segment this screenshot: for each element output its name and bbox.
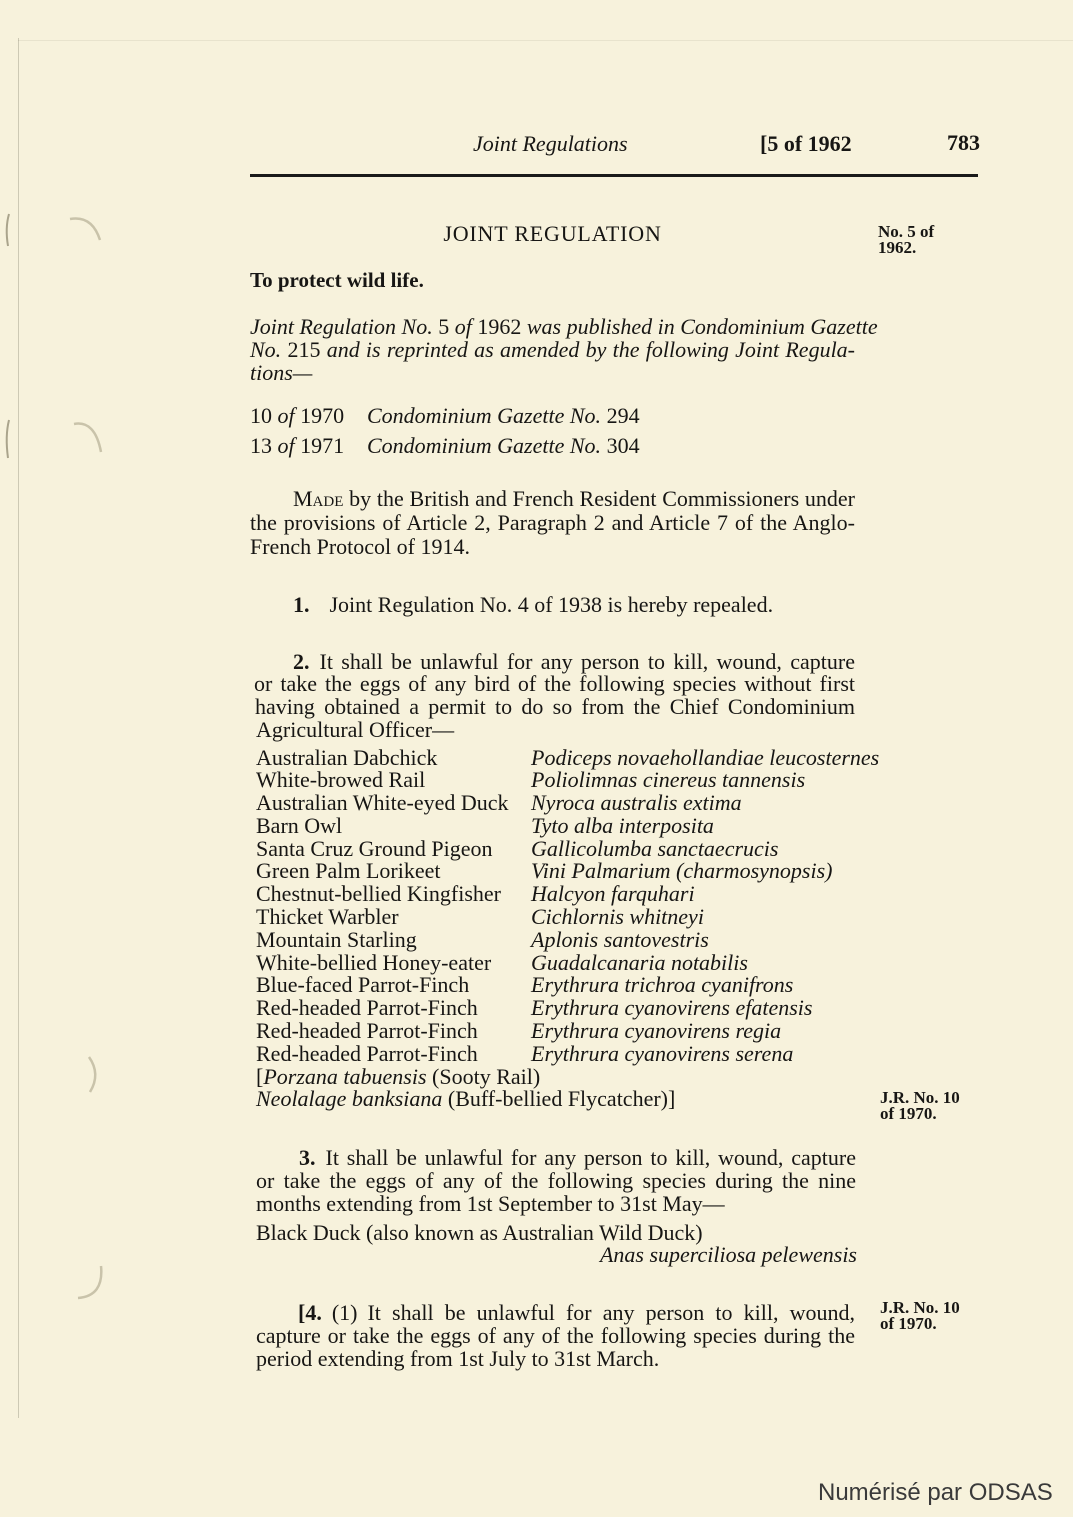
enacting-lead-word: Made (293, 486, 344, 511)
section-number: 3. (299, 1145, 316, 1170)
subtitle: To protect wild life. (250, 268, 424, 292)
amendment-entry (250, 404, 855, 427)
species-row (256, 769, 856, 792)
species-row (256, 1020, 856, 1043)
section-number: 1. (293, 592, 310, 617)
species-row (256, 744, 880, 770)
species-common-name: Red-headed Parrot-Finch (256, 995, 478, 1021)
species-list (256, 744, 880, 1066)
section-text: It shall be unlawful for any person to kill, wound, capture (325, 1145, 856, 1170)
margin-note-line: No. 5 of (878, 222, 935, 241)
section-2-line: or take the eggs of any bird of the following species without first (254, 671, 855, 696)
section-2-line: Agricultural Officer— (256, 717, 455, 742)
species-common-name: Australian White-eyed Duck (256, 790, 509, 816)
species-common-name: Red-headed Parrot-Finch (256, 1040, 478, 1066)
opening-bracket: [ (256, 1063, 264, 1089)
regulation-reference: [5 of 1962 (760, 131, 852, 156)
note-text: and is reprinted as amended by the following Joint Regula- (326, 337, 856, 362)
species-common-name: Australian Dabchick (256, 744, 438, 770)
species-scientific-name: Poliolimnas cinereus tannensis (531, 767, 806, 793)
margin-note-species-amendment (880, 1090, 960, 1121)
species-row (256, 926, 856, 952)
species-scientific-name: Erythrura trichroa cyanifrons (531, 972, 794, 998)
species-scientific-name: Porzana tabuensis (263, 1063, 427, 1089)
publication-note-line: tions— (250, 360, 313, 385)
digitization-credit: Numérisé par ODSAS (818, 1479, 1053, 1506)
note-text: Joint Regulation No. (250, 314, 433, 339)
amendment-year: 1970 (300, 403, 345, 428)
subsection-number: (1) (331, 1300, 358, 1325)
gazette-number: 215 (287, 337, 321, 362)
section-text: Joint Regulation No. 4 of 1938 is hereby repealed. (329, 592, 774, 617)
gazette-name: Condominium Gazette No. (367, 433, 602, 458)
species-common-name: Blue-faced Parrot-Finch (256, 972, 470, 998)
section-3-line: or take the eggs of any of the following species during the nine (256, 1168, 856, 1193)
species-row (256, 974, 856, 997)
species-row (256, 792, 856, 815)
species-common-name: Mountain Starling (256, 926, 417, 952)
species-scientific-name: Tyto alba interposita (531, 812, 714, 838)
publication-note-line (250, 314, 878, 339)
species-common-name: (Sooty Rail) (432, 1063, 541, 1089)
species-scientific-name: Anas superciliosa pelewensis (599, 1242, 857, 1267)
amendment-year: 1971 (300, 433, 345, 458)
section-number: [4. (298, 1300, 322, 1325)
species-scientific-name: Erythrura cyanovirens serena (531, 1040, 794, 1066)
amendment-gazette (367, 434, 640, 457)
species-scientific-name: Podiceps novaehollandiae leucosternes (531, 744, 880, 770)
enacting-clause-line (293, 487, 855, 510)
species-row (256, 997, 856, 1020)
species-common-name: Chestnut-bellied Kingfisher (256, 881, 502, 907)
species-scientific-name: Nyroca australis extima (531, 790, 742, 816)
margin-note-section-4-amendment (880, 1300, 960, 1331)
amendment-gazette (367, 404, 640, 427)
amendment-of: of (277, 433, 295, 458)
section-4-line: period extending from 1st July to 31st March. (256, 1346, 660, 1371)
margin-note-line: J.R. No. 10 (880, 1298, 960, 1317)
species-row (256, 883, 856, 906)
species-common-name: Barn Owl (256, 812, 343, 838)
species-common-name: White-bellied Honey-eater (256, 949, 492, 975)
margin-note-line: of 1970. (880, 1103, 937, 1123)
binder-hole-shadow (74, 424, 101, 452)
note-text: of (454, 314, 472, 339)
amendment-number: 13 (250, 433, 272, 458)
section-3-line (299, 1146, 856, 1169)
page-top-edge (18, 40, 1073, 41)
running-title: Joint Regulations (473, 131, 628, 156)
species-common-name: Black Duck (also known as Australian Wild Duck) (256, 1220, 703, 1245)
species-common-name: White-browed Rail (256, 767, 426, 793)
regulation-year: 1962 (477, 314, 522, 339)
margin-note-line: 1962. (878, 237, 917, 257)
section-number: 2. (293, 649, 310, 674)
enacting-clause-line: French Protocol of 1914. (250, 534, 470, 559)
species-row (256, 1040, 856, 1066)
section-4-line: capture or take the eggs of any of the following species during the (256, 1323, 855, 1348)
section-2-line: having obtained a permit to do so from the Chief Condominium (255, 694, 855, 719)
gazette-number: 304 (606, 433, 640, 458)
species-row (256, 860, 856, 883)
species-scientific-name: Guadalcanaria notabilis (531, 949, 748, 975)
species-row (256, 835, 856, 861)
page-left-edge (18, 38, 19, 1418)
species-common-name: (Buff-bellied Flycatcher)] (447, 1086, 676, 1112)
margin-note-title (878, 224, 934, 255)
species-row (256, 906, 856, 929)
document-title: JOINT REGULATION (443, 221, 662, 246)
amended-species-row (256, 1088, 856, 1111)
species-scientific-name: Vini Palmarium (charmosynopsis) (531, 858, 833, 884)
species-common-name: Thicket Warbler (256, 904, 399, 930)
species-scientific-name: Aplonis santovestris (531, 926, 709, 952)
species-scientific-name: Erythrura cyanovirens regia (531, 1018, 782, 1044)
species-common-name: Red-headed Parrot-Finch (256, 1018, 478, 1044)
gazette-number: 294 (606, 403, 640, 428)
gazette-name: Condominium Gazette No. (367, 403, 602, 428)
note-text: was published in Condominium Gazette (526, 314, 878, 339)
binder-hole-shadow (70, 218, 100, 240)
section-4-line (298, 1301, 855, 1324)
section-2-line (293, 650, 855, 673)
regulation-number: 5 (438, 314, 450, 339)
section-3-line: months extending from 1st September to 31st May— (256, 1191, 725, 1216)
binder-hole-shadow (78, 1266, 101, 1298)
header-rule (250, 174, 978, 177)
publication-note-line (250, 338, 855, 361)
species-row (256, 949, 856, 975)
species-row (256, 812, 856, 838)
section-1 (293, 593, 773, 616)
binder-hole-shadow (89, 1057, 95, 1092)
species-scientific-name: Halcyon farquhari (531, 881, 695, 907)
note-text: No. (250, 337, 282, 362)
binder-hole-edge-mark (7, 420, 9, 458)
binder-hole-edge-mark (7, 214, 9, 246)
amendment-of: of (277, 403, 295, 428)
species-scientific-name: Cichlornis whitneyi (531, 904, 704, 930)
amendment-number: 10 (250, 403, 272, 428)
margin-note-line: J.R. No. 10 (880, 1088, 960, 1107)
species-scientific-name: Neolalage banksiana (256, 1086, 443, 1112)
amended-species-row (256, 1063, 856, 1089)
section-text: It shall be unlawful for any person to kill, wound, (367, 1300, 855, 1325)
amendment-entry (250, 434, 855, 457)
species-scientific-name: Gallicolumba sanctaecrucis (531, 835, 779, 861)
page-number: 783 (947, 130, 980, 155)
species-common-name: Green Palm Lorikeet (256, 858, 441, 884)
section-text: It shall be unlawful for any person to kill, wound, capture (319, 649, 855, 674)
amended-species-list (256, 1063, 856, 1112)
enacting-clause-line: the provisions of Article 2, Paragraph 2 and Article 7 of the Anglo- (250, 510, 855, 535)
margin-note-line: of 1970. (880, 1313, 937, 1333)
species-common-name: Santa Cruz Ground Pigeon (256, 835, 493, 861)
species-scientific-name: Erythrura cyanovirens efatensis (531, 995, 813, 1021)
enacting-text: by the British and French Resident Commissioners under (349, 486, 855, 511)
